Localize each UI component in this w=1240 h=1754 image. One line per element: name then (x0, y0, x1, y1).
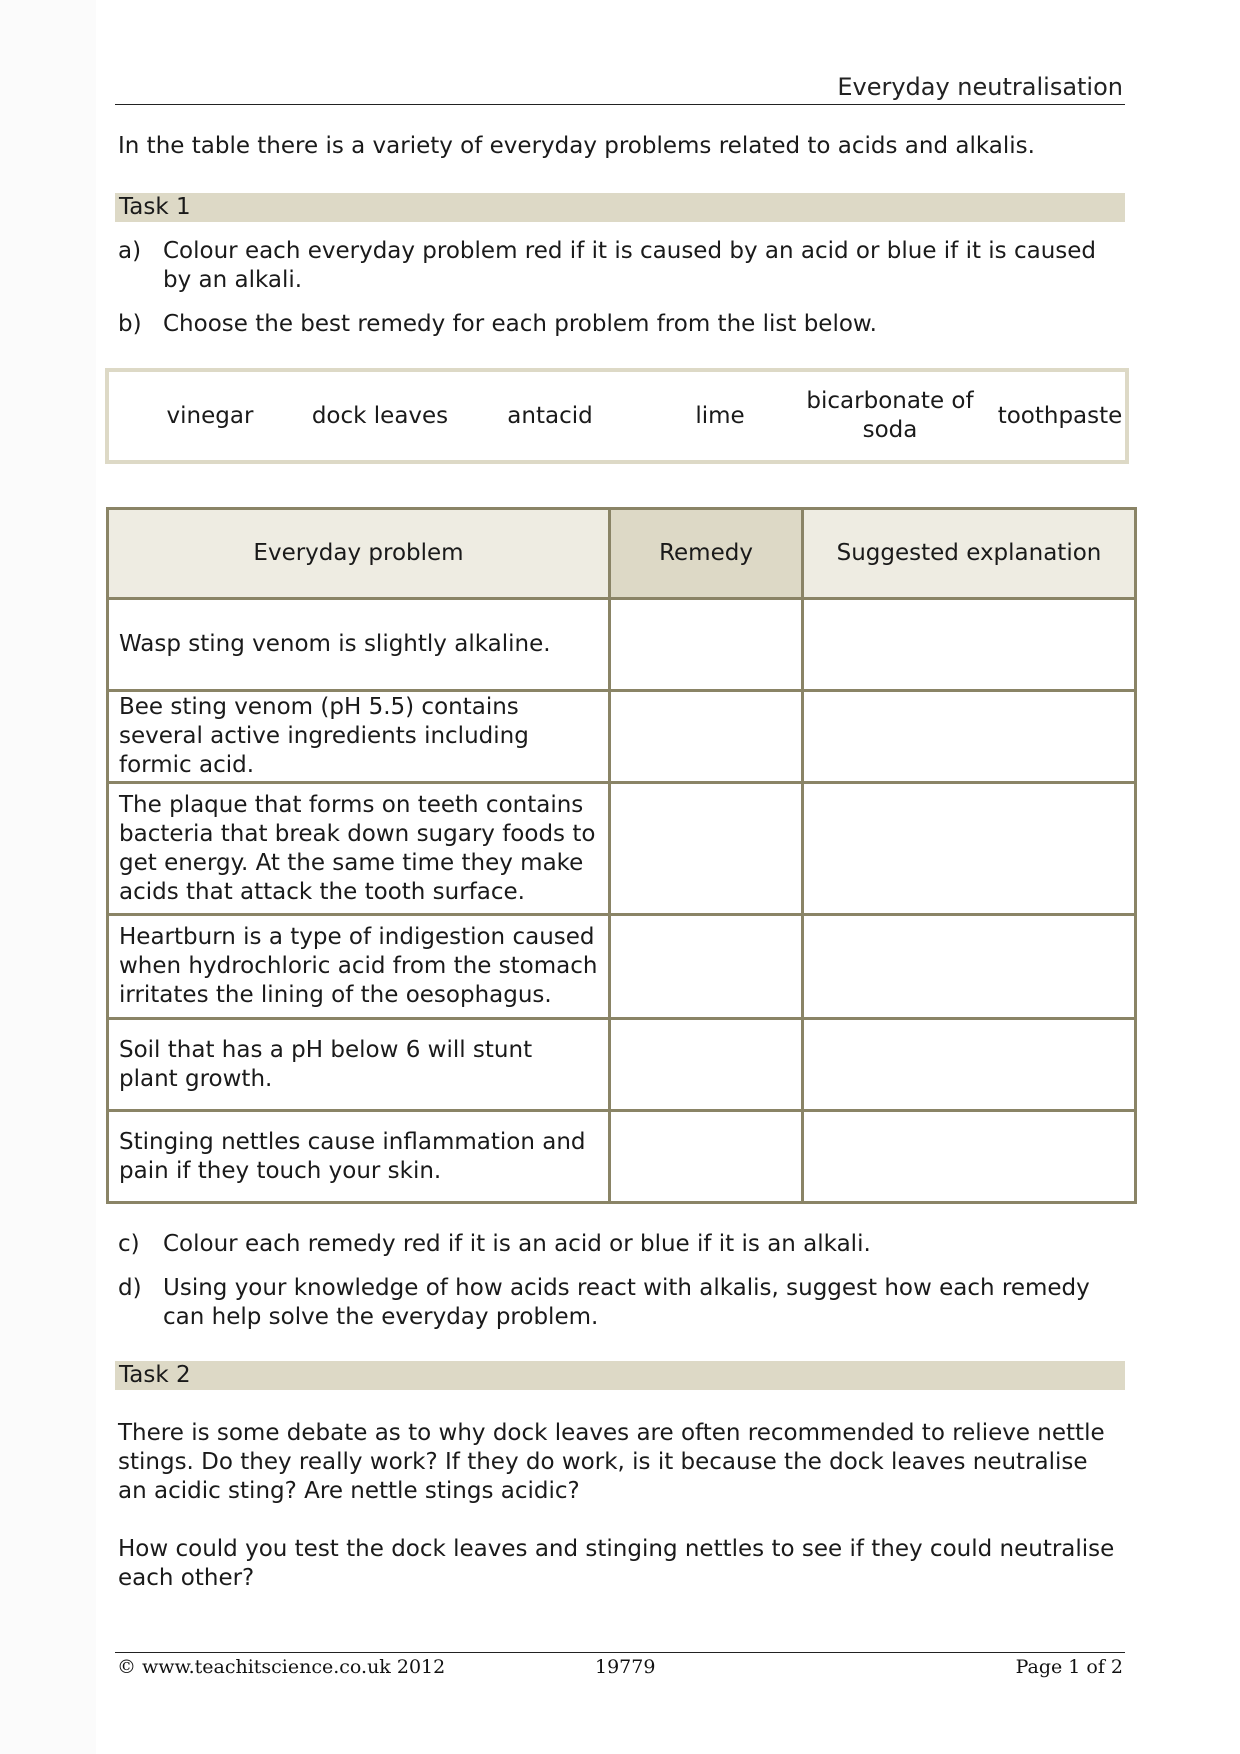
intro-text: In the table there is a variety of everyday problems related to acids and alkalis. (118, 133, 1035, 159)
header-divider (115, 104, 1125, 105)
header-everyday-problem: Everyday problem (108, 509, 610, 599)
problem-cell: Soil that has a pH below 6 will stunt plant growth. (108, 1019, 610, 1111)
remedy-cell[interactable] (610, 691, 803, 783)
remedy-cell[interactable] (610, 783, 803, 915)
footer-code: 19779 (595, 1656, 656, 1678)
remedy-cell[interactable] (610, 599, 803, 691)
footer-divider (115, 1652, 1125, 1653)
explanation-cell[interactable] (803, 1111, 1136, 1203)
problems-table (106, 507, 1137, 1204)
instruction-text: Colour each everyday problem red if it is caused by an acid or blue if it is caused by an alkali. (163, 238, 1097, 293)
table-row (108, 1019, 1136, 1111)
remedy-option: dock leaves (311, 402, 449, 429)
remedy-option: bicarbonate of soda (806, 388, 974, 443)
table-row (108, 691, 1136, 783)
table-row (108, 599, 1136, 691)
header-suggested-explanation: Suggested explanation (803, 509, 1136, 599)
instruction-letter: d) (118, 1275, 142, 1301)
instruction-letter: b) (118, 311, 142, 337)
table-row (108, 915, 1136, 1019)
problem-cell: Bee sting venom (pH 5.5) contains several active ingredients including formic acid. (108, 691, 610, 783)
task2-label: Task 2 (119, 1362, 191, 1388)
problem-cell: Stinging nettles cause inflammation and pain if they touch your skin. (108, 1111, 610, 1203)
remedy-option: antacid (507, 402, 593, 429)
table-header-row (108, 509, 1136, 599)
task2-paragraph: There is some debate as to why dock leaves are often recommended to relieve nettle stings. Do they really work? If they do work, is it because the dock leaves neutralise an acidic sting? Are nettle stings acidic? (118, 1420, 1105, 1504)
task2-paragraph: How could you test the dock leaves and stinging nettles to see if they could neutralise each other? (118, 1536, 1115, 1591)
footer-page-number: Page 1 of 2 (1015, 1656, 1123, 1678)
task2-heading (115, 1361, 1125, 1390)
problem-cell: Wasp sting venom is slightly alkaline. (108, 599, 610, 691)
task1-heading (115, 193, 1125, 222)
header-remedy: Remedy (610, 509, 803, 599)
remedy-cell[interactable] (610, 915, 803, 1019)
explanation-cell[interactable] (803, 915, 1136, 1019)
remedy-list-box (105, 368, 1129, 464)
instruction-text: Using your knowledge of how acids react with alkalis, suggest how each remedy can help solve the everyday problem. (163, 1275, 1090, 1330)
table-row (108, 1111, 1136, 1203)
remedy-cell[interactable] (610, 1019, 803, 1111)
remedy-option: vinegar (166, 402, 254, 429)
remedy-option: lime (695, 402, 745, 429)
page-margin-shade (0, 0, 96, 1754)
page-title: Everyday neutralisation (837, 73, 1123, 101)
task1-label: Task 1 (119, 194, 191, 220)
explanation-cell[interactable] (803, 1019, 1136, 1111)
problem-cell: Heartburn is a type of indigestion caused when hydrochloric acid from the stomach irritates the lining of the oesophagus. (108, 915, 610, 1019)
table-row (108, 783, 1136, 915)
instruction-letter: c) (118, 1231, 140, 1257)
problem-cell: The plaque that forms on teeth contains bacteria that break down sugary foods to get energy. At the same time they make acids that attack the tooth surface. (108, 783, 610, 915)
explanation-cell[interactable] (803, 691, 1136, 783)
instruction-text: Colour each remedy red if it is an acid or blue if it is an alkali. (163, 1231, 871, 1257)
footer-copyright: © www.teachitscience.co.uk 2012 (117, 1656, 446, 1678)
explanation-cell[interactable] (803, 783, 1136, 915)
instruction-letter: a) (118, 238, 142, 264)
remedy-option: toothpaste (997, 402, 1123, 429)
explanation-cell[interactable] (803, 599, 1136, 691)
remedy-cell[interactable] (610, 1111, 803, 1203)
instruction-text: Choose the best remedy for each problem from the list below. (163, 311, 877, 337)
